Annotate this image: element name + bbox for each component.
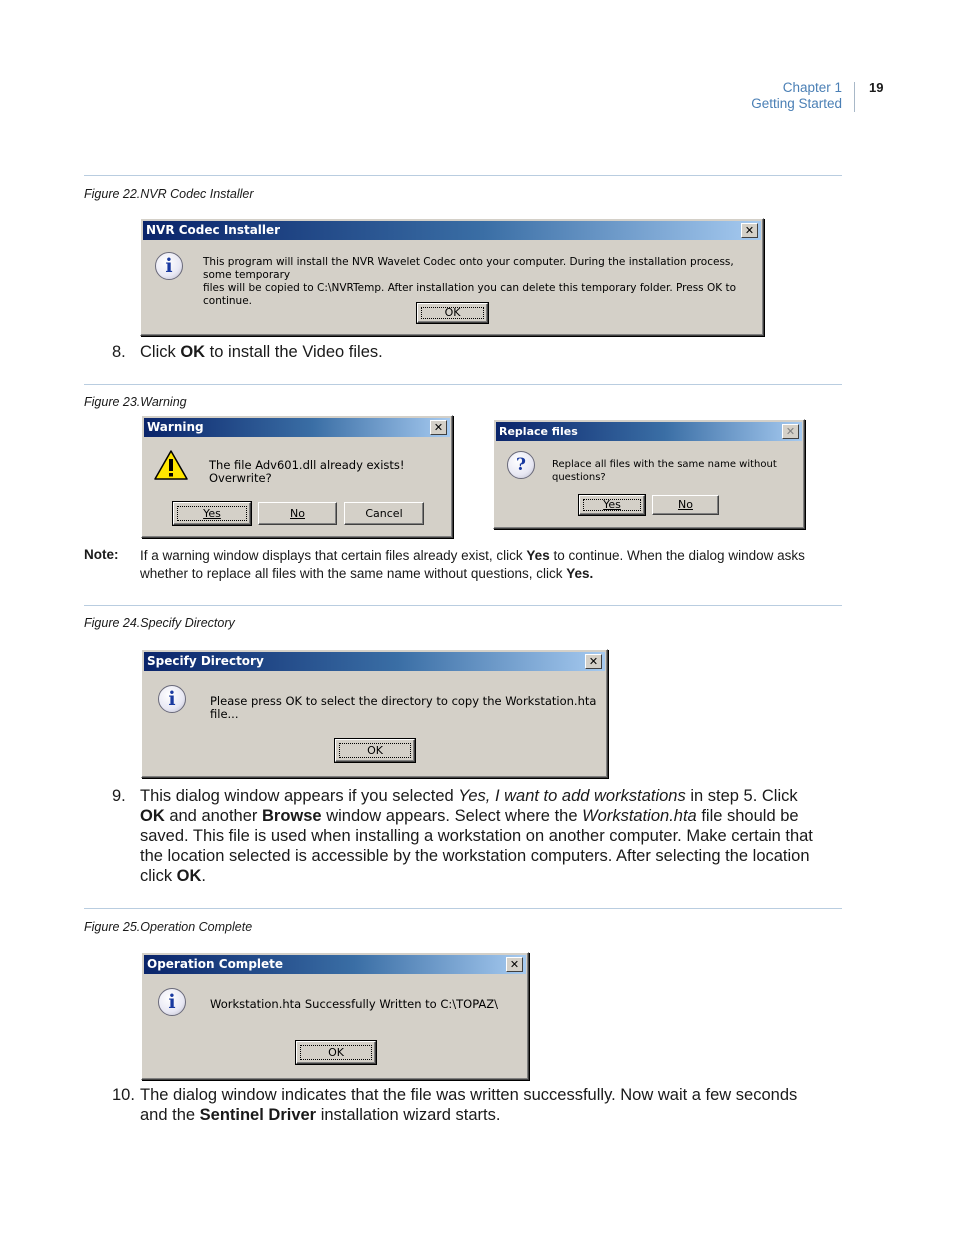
step-10-text: The dialog window indicates that the file was written successfully. Now wait a few seconds and the Sentinel Driver installation wizard starts. [140, 1086, 798, 1124]
close-icon[interactable]: ✕ [430, 420, 447, 435]
running-header [751, 80, 842, 112]
section-rule [84, 175, 842, 176]
dialog-message: Please press OK to select the directory to copy the Workstation.hta file... [210, 694, 597, 721]
nvr-codec-installer-dialog [140, 218, 764, 336]
button-label: OK [328, 1046, 344, 1059]
ok-button[interactable] [417, 303, 488, 323]
dialog-titlebar [144, 418, 450, 437]
figure-caption: Figure 24.Specify Directory [84, 616, 235, 630]
note-label: Note: [84, 547, 119, 562]
dialog-title: Warning [147, 420, 204, 434]
operation-complete-dialog [141, 952, 529, 1080]
message-line: files will be copied to C:\NVRTemp. After installation you can delete this temporary folder. Press OK to continue. [203, 282, 737, 307]
cancel-button[interactable] [344, 502, 424, 525]
header-divider [854, 82, 855, 112]
dialog-titlebar [143, 221, 761, 240]
question-icon: ? [507, 451, 535, 479]
figure-caption: Figure 22.NVR Codec Installer [84, 187, 254, 201]
no-button[interactable] [652, 495, 719, 515]
step-number: 10. [112, 1086, 135, 1104]
button-label: Yes [603, 498, 621, 511]
info-icon: i [155, 252, 183, 280]
section-rule [84, 384, 842, 385]
figure-caption: Figure 25.Operation Complete [84, 920, 253, 934]
step-8-text: Click OK to install the Video files. [140, 343, 383, 361]
warning-icon [154, 449, 188, 481]
figure-caption: Figure 23.Warning [84, 395, 187, 409]
info-icon: i [158, 988, 186, 1016]
step-number: 9. [112, 787, 126, 805]
section-rule [84, 605, 842, 606]
button-label: Cancel [365, 507, 403, 520]
message-line: This program will install the NVR Wavelet Codec onto your computer. During the installation process, some temporary [203, 256, 734, 281]
button-label: Yes [203, 507, 221, 520]
yes-button[interactable] [173, 502, 251, 525]
close-icon[interactable]: ✕ [741, 223, 758, 238]
ok-button[interactable] [335, 739, 415, 762]
dialog-message [203, 256, 759, 308]
chapter-label: Chapter 1 [782, 80, 842, 95]
dialog-titlebar [496, 422, 802, 441]
dialog-titlebar [144, 955, 526, 974]
dialog-title: Replace files [499, 425, 578, 438]
dialog-titlebar [144, 652, 605, 671]
no-button[interactable] [258, 502, 337, 525]
info-icon: i [158, 685, 186, 713]
section-rule [84, 908, 842, 909]
yes-button[interactable] [579, 495, 645, 515]
specify-directory-dialog [141, 649, 608, 778]
dialog-title: Operation Complete [147, 957, 284, 971]
close-icon[interactable]: ✕ [506, 957, 523, 972]
button-label: No [678, 498, 693, 511]
replace-files-dialog [493, 419, 805, 529]
button-label: No [290, 507, 305, 520]
page-number: 19 [869, 80, 884, 95]
dialog-message: Replace all files with the same name without questions? [552, 459, 777, 483]
step-9-text: This dialog window appears if you selected Yes, I want to add workstations in step 5. Click OK and another Browse window appears. Select where the Workstation.hta file should be saved. This file is used when installing a workstation on another computer. Make certain that the location selected is accessible by the workstation computers. After selecting the location click OK. [140, 787, 813, 885]
dialog-title: NVR Codec Installer [146, 223, 281, 237]
button-label: OK [367, 744, 383, 757]
dialog-message: The file Adv601.dll already exists! Overwrite? [209, 458, 405, 485]
dialog-message: Workstation.hta Successfully Written to C:\TOPAZ\ [210, 997, 499, 1011]
button-label: OK [444, 306, 461, 319]
dialog-title: Specify Directory [147, 654, 264, 668]
step-number: 8. [112, 343, 126, 361]
note-text: If a warning window displays that certain files already exist, click Yes to continue. When the dialog window asks whether to replace all files with the same name without questions, click Yes. [140, 548, 805, 581]
close-icon[interactable]: ✕ [585, 654, 602, 669]
ok-button[interactable] [296, 1041, 376, 1064]
close-icon[interactable]: ✕ [782, 424, 799, 439]
section-label: Getting Started [751, 96, 842, 111]
warning-dialog [141, 415, 453, 538]
